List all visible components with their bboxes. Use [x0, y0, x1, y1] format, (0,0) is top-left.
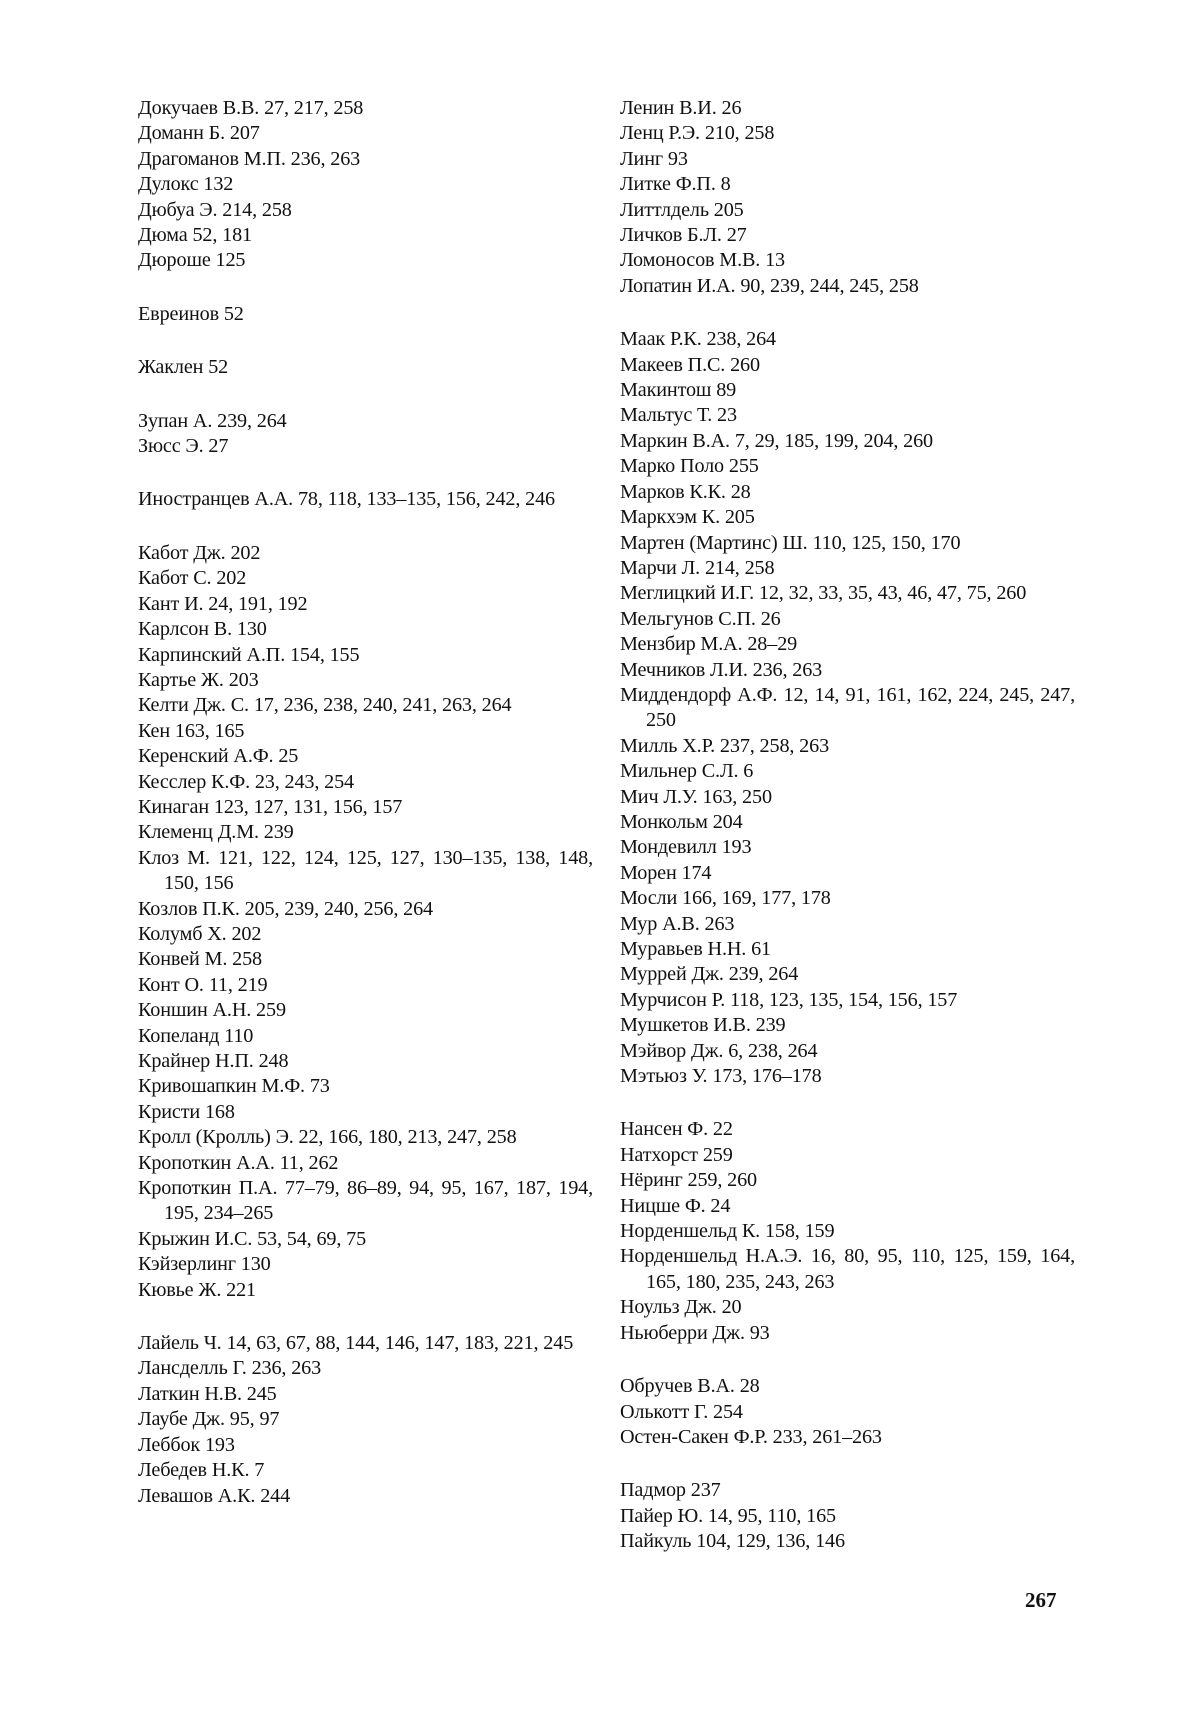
index-entry: Мушкетов И.В. 239: [620, 1014, 786, 1037]
index-entry: Ноульз Дж. 20: [620, 1296, 742, 1319]
index-entry: Мильнер С.Л. 6: [620, 760, 754, 783]
index-letter-group: [620, 1117, 1075, 1346]
index-entry: Муррей Дж. 239, 264: [620, 963, 799, 986]
index-letter-group: [138, 541, 593, 1303]
index-letter-group: [138, 487, 593, 512]
index-entry: Мурчисон Р. 118, 123, 135, 154, 156, 157: [620, 988, 958, 1011]
index-entry: Клеменц Д.М. 239: [138, 821, 294, 844]
index-entry: Мич Л.У. 163, 250: [620, 785, 772, 808]
index-entry: Мондевилл 193: [620, 836, 752, 859]
index-entry: Конвей М. 258: [138, 948, 262, 971]
index-entry: Маркхэм К. 205: [620, 506, 755, 529]
index-entry: Мечников Л.И. 236, 263: [620, 658, 823, 681]
index-entry: Нансен Ф. 22: [620, 1118, 733, 1141]
index-entry: Докучаев В.В. 27, 217, 258: [138, 97, 364, 119]
index-entry: Жаклен 52: [138, 356, 229, 379]
index-entry: Мартен (Мартинс) Ш. 110, 125, 150, 170: [620, 531, 961, 554]
index-entry: Кабот Дж. 202: [138, 541, 261, 564]
index-entry: Лебедев Н.К. 7: [138, 1459, 265, 1482]
index-entry: Кропоткин П.А. 77–79, 86–89, 94, 95, 167, 187, 194, 195, 234–265: [138, 1177, 593, 1225]
index-entry: Драгоманов М.П. 236, 263: [138, 147, 361, 170]
index-entry: Милль Х.Р. 237, 258, 263: [620, 734, 830, 757]
index-entry: Меглицкий И.Г. 12, 32, 33, 35, 43, 46, 47, 75, 260: [620, 582, 1027, 605]
index-entry: Евреинов 52: [138, 302, 244, 325]
index-letter-group: [620, 327, 1075, 1089]
index-entry: Миддендорф А.Ф. 12, 14, 91, 161, 162, 224, 245, 247, 250: [620, 683, 1075, 732]
index-entry: Мэтьюз У. 173, 176–178: [620, 1065, 822, 1088]
index-entry: Литке Ф.П. 8: [620, 173, 731, 196]
index-entry: Норденшельд К. 158, 159: [620, 1220, 835, 1243]
index-entry: Марчи Л. 214, 258: [620, 556, 775, 579]
index-entry: Нёринг 259, 260: [620, 1169, 757, 1192]
index-entry: Кэйзерлинг 130: [138, 1253, 271, 1276]
index-entry: Кен 163, 165: [138, 719, 245, 742]
index-entry: Кант И. 24, 191, 192: [138, 592, 308, 615]
index-entry: Леббок 193: [138, 1433, 235, 1456]
index-entry: Падмор 237: [620, 1479, 721, 1502]
index-entry: Макеев П.С. 260: [620, 353, 760, 376]
index-entry: Ницше Ф. 24: [620, 1194, 731, 1217]
index-entry: Лайель Ч. 14, 63, 67, 88, 144, 146, 147, 183, 221, 245: [138, 1332, 574, 1355]
index-letter-group: [620, 1478, 1075, 1554]
index-entry: Дюроше 125: [138, 249, 246, 272]
index-entry: Зупан А. 239, 264: [138, 409, 287, 432]
index-entry: Козлов П.К. 205, 239, 240, 256, 264: [138, 897, 433, 920]
index-entry: Лансделль Г. 236, 263: [138, 1357, 322, 1380]
index-entry: Личков Б.Л. 27: [620, 224, 747, 247]
index-entry: Пайкуль 104, 129, 136, 146: [620, 1530, 845, 1553]
index-letter-group: [620, 96, 1075, 299]
index-entry: Макинтош 89: [620, 379, 737, 402]
index-entry: Карлсон В. 130: [138, 618, 267, 641]
index-entry: Келти Дж. С. 17, 236, 238, 240, 241, 263, 264: [138, 694, 512, 717]
index-entry: Картье Ж. 203: [138, 668, 259, 691]
index-entry: Норденшельд Н.А.Э. 16, 80, 95, 110, 125, 159, 164, 165, 180, 235, 243, 263: [620, 1245, 1075, 1293]
index-entry: Ленц Р.Э. 210, 258: [620, 122, 775, 145]
index-entry: Левашов А.К. 244: [138, 1484, 291, 1507]
index-entry: Кабот С. 202: [138, 567, 247, 590]
index-entry: Крайнер Н.П. 248: [138, 1050, 289, 1072]
page-number: 267: [1025, 1588, 1057, 1612]
index-entry: Мосли 166, 169, 177, 178: [620, 887, 831, 910]
index-entry: Мензбир М.А. 28–29: [620, 633, 798, 656]
index-entry: Копеланд 110: [138, 1024, 254, 1047]
index-letter-group: [138, 409, 593, 460]
index-entry: Олькотт Г. 254: [620, 1400, 743, 1423]
index-entry: Кювье Ж. 221: [138, 1278, 256, 1301]
index-entry: Кропоткин А.А. 11, 262: [138, 1151, 339, 1174]
index-entry: Муравьев Н.Н. 61: [620, 938, 771, 960]
index-entry: Лаубе Дж. 95, 97: [138, 1408, 280, 1431]
index-entry: Кинаган 123, 127, 131, 156, 157: [138, 795, 403, 818]
index-entry: Марко Поло 255: [620, 455, 759, 478]
index-entry: Дюма 52, 181: [138, 224, 252, 247]
index-entry: Зюсс Э. 27: [138, 435, 229, 458]
index-entry: Керенский А.Ф. 25: [138, 745, 299, 768]
index-entry: Морен 174: [620, 861, 712, 884]
index-letter-group: [620, 1374, 1075, 1450]
index-column-left: [138, 96, 593, 1537]
index-entry: Иностранцев А.А. 78, 118, 133–135, 156, 242, 246: [138, 488, 555, 511]
index-entry: Остен-Сакен Ф.Р. 233, 261–263: [620, 1425, 882, 1448]
index-entry: Конт О. 11, 219: [138, 973, 268, 996]
index-letter-group: [138, 96, 593, 274]
index-entry: Карпинский А.П. 154, 155: [138, 643, 360, 666]
index-entry: Мельгунов С.П. 26: [620, 607, 781, 630]
index-entry: Литтлдель 205: [620, 198, 744, 221]
index-entry: Мэйвор Дж. 6, 238, 264: [620, 1039, 818, 1062]
index-letter-group: [138, 1331, 593, 1509]
index-entry: Кесслер К.Ф. 23, 243, 254: [138, 770, 354, 793]
index-entry: Дулокс 132: [138, 173, 234, 196]
index-entry: Кристи 168: [138, 1100, 235, 1123]
index-letter-group: [138, 302, 593, 327]
index-entry: Обручев В.А. 28: [620, 1375, 760, 1398]
index-entry: Линг 93: [620, 147, 688, 170]
index-entry: Монкольм 204: [620, 810, 743, 833]
index-entry: Ленин В.И. 26: [620, 97, 742, 119]
index-entry: Мур А.В. 263: [620, 912, 735, 935]
index-entry: Лопатин И.А. 90, 239, 244, 245, 258: [620, 274, 919, 297]
index-entry: Марков К.К. 28: [620, 480, 751, 503]
index-letter-group: [138, 355, 593, 380]
index-entry: Крыжин И.С. 53, 54, 69, 75: [138, 1227, 367, 1250]
index-entry: Колумб Х. 202: [138, 922, 262, 945]
index-entry: Маак Р.К. 238, 264: [620, 328, 776, 351]
index-entry: Кривошапкин М.Ф. 73: [138, 1075, 330, 1098]
index-entry: Коншин А.Н. 259: [138, 999, 286, 1022]
index-entry: Клоз М. 121, 122, 124, 125, 127, 130–135, 138, 148, 150, 156: [138, 846, 593, 895]
index-entry: Мальтус Т. 23: [620, 404, 737, 427]
index-entry: Пайер Ю. 14, 95, 110, 165: [620, 1504, 837, 1527]
index-entry: Дюбуа Э. 214, 258: [138, 198, 292, 221]
index-entry: Доманн Б. 207: [138, 122, 260, 145]
index-entry: Латкин Н.В. 245: [138, 1382, 277, 1405]
index-entry: Кролл (Кролль) Э. 22, 166, 180, 213, 247, 258: [138, 1126, 517, 1149]
index-entry: Ломоносов М.В. 13: [620, 249, 785, 272]
index-entry: Ньюберри Дж. 93: [620, 1321, 770, 1344]
index-entry: Натхорст 259: [620, 1143, 733, 1166]
index-column-right: [620, 96, 1075, 1583]
index-entry: Маркин В.А. 7, 29, 185, 199, 204, 260: [620, 429, 933, 452]
